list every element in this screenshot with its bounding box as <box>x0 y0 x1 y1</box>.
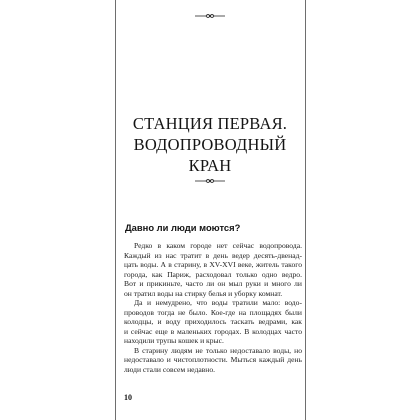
right-border-line <box>305 0 306 420</box>
body-line: В старину людям не только недоставало воды, но <box>134 345 302 355</box>
body-line: колодцы, и воду приходилось таскать ведрами, как <box>124 317 302 326</box>
body-line: проводов тогда не было. Кое-где на площадях были <box>124 307 302 317</box>
body-line: и сейчас еще в маленьких городах. В колодцах часто <box>124 326 302 336</box>
body-line: недоставало и чистоплотности. Мыться каждый день <box>124 355 302 364</box>
body-line: цать воды. А в старину, в XV-XVI веке, житель такого <box>124 260 302 269</box>
page-number: 10 <box>124 393 132 402</box>
body-line: Каждый из нас тратит в день ведер десять-двенад- <box>124 250 302 260</box>
body-line: находили трупы кошек и крыс. <box>124 336 224 345</box>
body-line: Вот и прикиньте, часто ли он мыл руки и много ли <box>124 279 302 288</box>
left-border-line <box>115 0 116 420</box>
bottom-ornament-icon <box>195 177 225 185</box>
chapter-title-line-1: СТАНЦИЯ ПЕРВАЯ. <box>132 114 288 133</box>
body-line: города, как Париж, расходовал только одно ведро. <box>124 269 302 279</box>
body-line: люди стали совсем недавно. <box>124 364 216 374</box>
top-ornament-icon <box>195 12 225 20</box>
body-line: он тратил воды на стирку белья и уборку комнат. <box>124 288 283 298</box>
chapter-title <box>120 113 300 176</box>
section-title: Давно ли люди моются? <box>125 222 241 233</box>
body-text <box>124 241 302 374</box>
chapter-title-line-2: ВОДОПРОВОДНЫЙ КРАН <box>133 135 287 175</box>
body-line: Да и немудрено, что воды тратили мало: водо- <box>134 298 302 307</box>
body-line: Редко в каком городе нет сейчас водопровода. <box>134 241 302 250</box>
